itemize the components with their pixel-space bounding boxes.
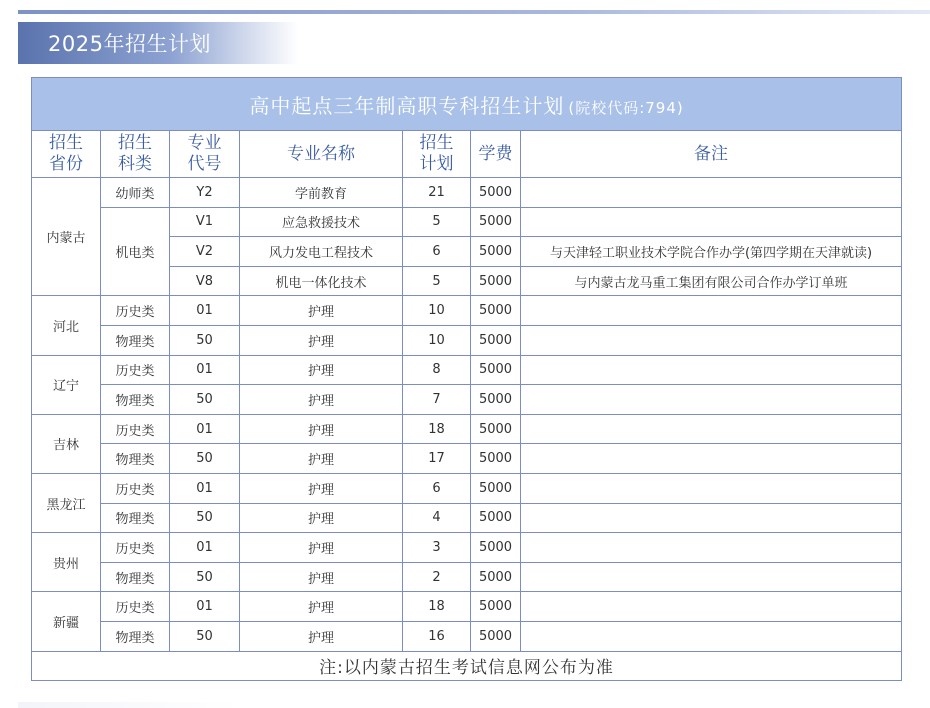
remark-cell [521, 621, 902, 651]
fee-cell: 5000 [471, 207, 521, 237]
fee-cell: 5000 [471, 178, 521, 208]
remark-cell [521, 444, 902, 474]
fee-cell: 5000 [471, 355, 521, 385]
table-row [32, 533, 902, 563]
major-cell: 学前教育 [240, 178, 403, 208]
code-cell: 50 [170, 621, 240, 651]
major-cell: 风力发电工程技术 [240, 237, 403, 267]
province-cell: 辽宁 [32, 355, 101, 414]
code-cell: 01 [170, 296, 240, 326]
top-accent-bar [18, 10, 930, 14]
remark-cell [521, 592, 902, 622]
table-title: 高中起点三年制高职专科招生计划 [249, 93, 565, 118]
province-cell: 内蒙古 [32, 178, 101, 296]
code-cell: Y2 [170, 178, 240, 208]
table-row [32, 355, 902, 385]
code-cell: 50 [170, 503, 240, 533]
header-major [240, 131, 403, 178]
province-cell: 黑龙江 [32, 473, 101, 532]
province-cell: 河北 [32, 296, 101, 355]
major-cell: 护理 [240, 385, 403, 415]
fee-cell: 5000 [471, 621, 521, 651]
code-cell: 01 [170, 533, 240, 563]
table-row [32, 473, 902, 503]
category-cell: 历史类 [101, 414, 170, 444]
remark-cell [521, 533, 902, 563]
fee-cell: 5000 [471, 444, 521, 474]
remark-cell [521, 562, 902, 592]
plan-cell: 10 [403, 296, 471, 326]
category-cell: 幼师类 [101, 178, 170, 208]
header-province [32, 131, 101, 178]
province-cell: 贵州 [32, 533, 101, 592]
plan-cell: 10 [403, 325, 471, 355]
header-remark [521, 131, 902, 178]
category-cell: 物理类 [101, 562, 170, 592]
header-category-label: 招生 科类 [118, 133, 152, 174]
major-cell: 应急救援技术 [240, 207, 403, 237]
plan-cell: 18 [403, 592, 471, 622]
major-cell: 护理 [240, 414, 403, 444]
table-row [32, 592, 902, 622]
major-cell: 护理 [240, 473, 403, 503]
category-cell: 物理类 [101, 621, 170, 651]
header-fee-label: 学费 [478, 143, 513, 164]
header-major-label: 专业名称 [287, 143, 355, 164]
plan-cell: 7 [403, 385, 471, 415]
category-cell: 物理类 [101, 325, 170, 355]
category-cell: 机电类 [101, 207, 170, 296]
remark-cell [521, 178, 902, 208]
table-row [32, 325, 902, 355]
category-cell: 历史类 [101, 592, 170, 622]
plan-cell: 21 [403, 178, 471, 208]
code-cell: 50 [170, 444, 240, 474]
table-row [32, 178, 902, 208]
fee-cell: 5000 [471, 414, 521, 444]
remark-cell [521, 207, 902, 237]
table-row [32, 414, 902, 444]
header-remark-label: 备注 [694, 143, 729, 164]
table-row [32, 621, 902, 651]
province-cell: 吉林 [32, 414, 101, 473]
fee-cell: 5000 [471, 592, 521, 622]
major-cell: 护理 [240, 296, 403, 326]
plan-cell: 6 [403, 473, 471, 503]
header-province-label: 招生 省份 [49, 133, 83, 174]
fee-cell: 5000 [471, 533, 521, 563]
plan-cell: 3 [403, 533, 471, 563]
plan-cell: 2 [403, 562, 471, 592]
code-cell: V2 [170, 237, 240, 267]
header-code [170, 131, 240, 178]
table-row [32, 207, 902, 237]
fee-cell: 5000 [471, 385, 521, 415]
table-title-banner [32, 78, 902, 131]
category-cell: 历史类 [101, 296, 170, 326]
major-cell: 护理 [240, 621, 403, 651]
fee-cell: 5000 [471, 237, 521, 267]
fee-cell: 5000 [471, 296, 521, 326]
major-cell: 护理 [240, 592, 403, 622]
remark-cell [521, 385, 902, 415]
major-cell: 护理 [240, 562, 403, 592]
table-footer-note: 注:以内蒙古招生考试信息网公布为准 [32, 651, 902, 680]
fee-cell: 5000 [471, 503, 521, 533]
fee-cell: 5000 [471, 266, 521, 296]
table-row [32, 385, 902, 415]
code-cell: 01 [170, 355, 240, 385]
table-row [32, 562, 902, 592]
plan-cell: 5 [403, 266, 471, 296]
remark-cell [521, 296, 902, 326]
remark-cell [521, 414, 902, 444]
category-cell: 历史类 [101, 533, 170, 563]
code-cell: 01 [170, 473, 240, 503]
remark-cell [521, 503, 902, 533]
code-cell: 50 [170, 562, 240, 592]
remark-cell [521, 473, 902, 503]
plan-cell: 16 [403, 621, 471, 651]
enrollment-plan-table [31, 77, 902, 681]
plan-cell: 17 [403, 444, 471, 474]
plan-cell: 4 [403, 503, 471, 533]
plan-cell: 6 [403, 237, 471, 267]
table-row [32, 296, 902, 326]
code-cell: V8 [170, 266, 240, 296]
code-cell: 50 [170, 325, 240, 355]
category-cell: 历史类 [101, 355, 170, 385]
table-title-school-code: (院校代码:794) [568, 98, 684, 117]
header-fee [471, 131, 521, 178]
remark-cell: 与内蒙古龙马重工集团有限公司合作办学订单班 [521, 266, 902, 296]
plan-cell: 5 [403, 207, 471, 237]
code-cell: 01 [170, 414, 240, 444]
header-plan [403, 131, 471, 178]
plan-cell: 18 [403, 414, 471, 444]
header-plan-label: 招生 计划 [419, 133, 454, 174]
header-code-label: 专业 代号 [187, 133, 222, 174]
major-cell: 护理 [240, 355, 403, 385]
remark-cell: 与天津轻工职业技术学院合作办学(第四学期在天津就读) [521, 237, 902, 267]
code-cell: V1 [170, 207, 240, 237]
category-cell: 物理类 [101, 444, 170, 474]
plan-cell: 8 [403, 355, 471, 385]
table-row [32, 444, 902, 474]
fee-cell: 5000 [471, 473, 521, 503]
bottom-decoration [18, 702, 238, 708]
header-category [101, 131, 170, 178]
category-cell: 历史类 [101, 473, 170, 503]
section-title: 2025年招生计划 [48, 32, 211, 56]
section-title-banner [18, 22, 298, 64]
fee-cell: 5000 [471, 325, 521, 355]
major-cell: 护理 [240, 503, 403, 533]
category-cell: 物理类 [101, 503, 170, 533]
major-cell: 护理 [240, 444, 403, 474]
major-cell: 护理 [240, 533, 403, 563]
remark-cell [521, 325, 902, 355]
table-row [32, 503, 902, 533]
province-cell: 新疆 [32, 592, 101, 651]
category-cell: 物理类 [101, 385, 170, 415]
major-cell: 机电一体化技术 [240, 266, 403, 296]
remark-cell [521, 355, 902, 385]
code-cell: 01 [170, 592, 240, 622]
major-cell: 护理 [240, 325, 403, 355]
fee-cell: 5000 [471, 562, 521, 592]
code-cell: 50 [170, 385, 240, 415]
